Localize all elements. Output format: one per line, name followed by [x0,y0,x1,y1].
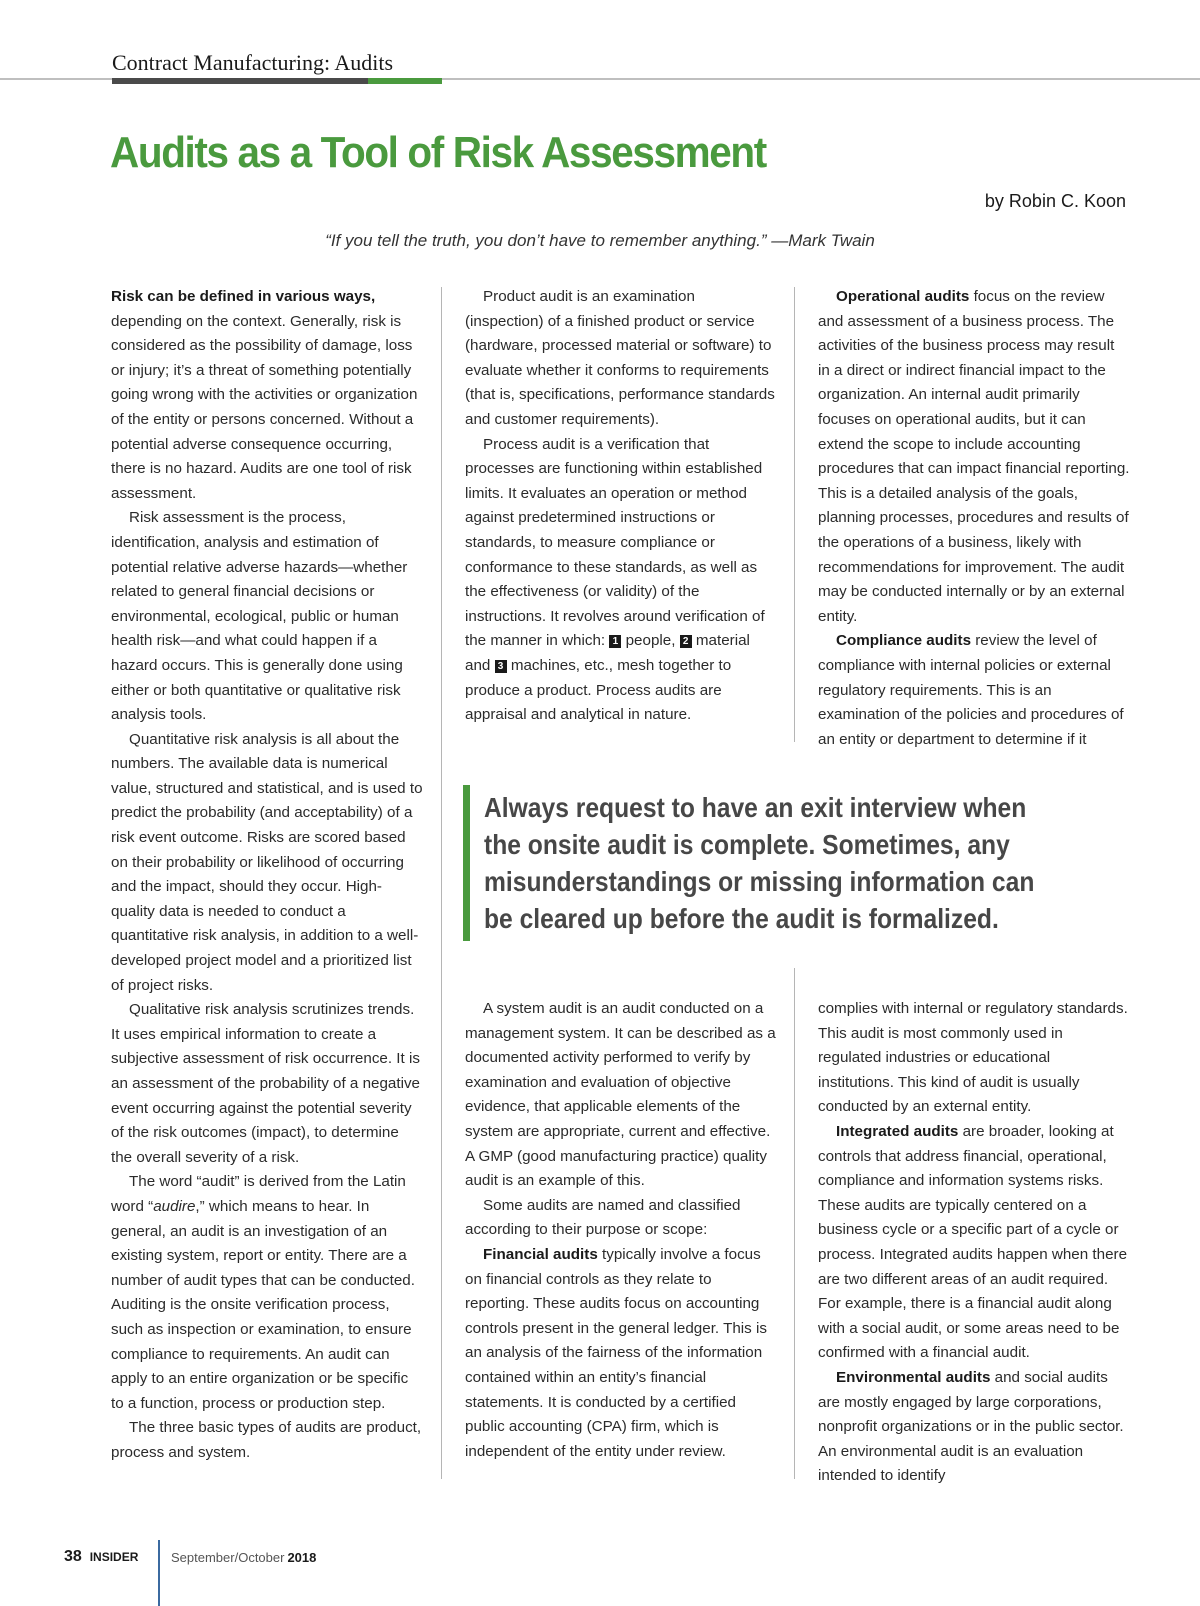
col1-paragraph-5: The word “audit” is derived from the Latin word “audire,” which means to hear. In general, an audit is an investigation of an existing system, report or entity. There are a number of audit types that can be conducted. Auditing is the onsite verification process, such as inspection or examination, to ensure compliance to requirements. An audit can apply to an entire organization or be specific to a function, process or production step. [111,1173,415,1412]
pull-quote [463,785,1090,941]
col1-paragraph-1: Risk can be defined in various ways, depending on the context. Generally, risk is considered as the possibility of damage, loss or injury; it’s a threat of something potentially going wrong with the activities or organization of the entity or persons concerned. Without a potential adverse consequence occurring, there is no hazard. Audits are one tool of risk assessment. [111,288,418,502]
col2-paragraph-2: Process audit is a verification that processes are functioning within established limits. It evaluates an operation or method against predetermined instructions or standards, to measure compliance or conformance to these standards, as well as the effectiveness (or validity) of the instructions. It revolves around verification of the manner in which: 1 people, 2 material and 3 machines, etc., mesh together to produce a product. Process audits are appraisal and analytical in nature. [465,435,765,724]
epigraph: “If you tell the truth, you don’t have to remember anything.” —Mark Twain [325,231,875,250]
lead-in: Environmental audits [836,1368,991,1386]
column-1 [111,285,423,1466]
number-3-badge: 3 [495,660,507,673]
col3-paragraph-4: Environmental audits and social audits are mostly engaged by large corporations, nonprofit organizations or in the public sector. An environmental audit is an evaluation intended to identify [818,1368,1124,1485]
lead-in: Compliance audits [836,632,972,650]
column-2-top [465,285,777,728]
col1-paragraph-6: The three basic types of audits are product, process and system. [111,1419,422,1461]
col2-paragraph-1: Product audit is an examination (inspection) of a finished product or service (hardware, processed material or software) to evaluate whether it conforms to requirements (that is, specifications, performance standards and customer requirements). [465,288,775,428]
lead-in: Operational audits [836,288,970,305]
column-divider [794,287,795,742]
col1-paragraph-3: Quantitative risk analysis is all about the numbers. The available data is numerical value, structured and statistical, and is used to predict the probability (and acceptability) of a risk event outcome. Risks are scored based on their probability or likelihood of occurring and the impact, should they occur. High-quality data is needed to conduct a quantitative risk analysis, in addition to a well-developed project model and a prioritized list of project risks. [111,730,423,994]
number-2-badge: 2 [680,635,692,648]
section-header: Contract Manufacturing: Audits [112,50,394,75]
italic-term: audire [153,1197,196,1215]
column-3-bottom [818,997,1130,1489]
col3-paragraph-2-continued: complies with internal or regulatory standards. This audit is most commonly used in regulated industries or educational institutions. This kind of audit is usually conducted by an external entity. [818,1000,1128,1116]
magazine-name: INSIDER [89,1550,139,1564]
col2-paragraph-3: A system audit is an audit conducted on a management system. It can be described as a documented activity performed to verify by examination and evaluation of objective evidence, that applicable elements of the system are appropriate, current and effective. A GMP (good manufacturing practice) quality audit is an example of this. [465,1000,776,1190]
col3-paragraph-3: Integrated audits are broader, looking at controls that address financial, operational, compliance and information systems risks. These audits are typically centered on a business cycle or a specific part of a cycle or process. Integrated audits happen when there are two different areas of an audit required. For example, there is a financial audit along with a social audit, or some areas need to be confirmed with a financial audit. [818,1122,1128,1362]
col3-paragraph-2: Compliance audits review the level of compliance with internal policies or external regulatory requirements. This is an examination of the policies and procedures of an entity or department to determine if it [818,632,1124,748]
page-number: 38 [64,1548,82,1565]
lead-in: Integrated audits [836,1122,959,1140]
number-1-badge: 1 [609,635,621,648]
column-divider [794,968,795,1479]
byline: by Robin C. Koon [984,191,1126,211]
col3-paragraph-1: Operational audits focus on the review and assessment of a business process. The activities of the business process may result in a direct or indirect financial impact to the organization. An internal audit primarily focuses on operational audits, but it can extend the scope to include accounting procedures that can impact financial reporting. This is a detailed analysis of the goals, planning processes, procedures and results of the operations of a business, likely with recommendations for improvement. The audit may be conducted internally or by an external entity. [818,288,1130,625]
header-underline-dark [112,78,368,84]
col2-paragraph-5: Financial audits typically involve a focus on financial controls as they relate to reporting. These audits focus on accounting controls present in the general ledger. This is an analysis of the fairness of the information contained within an entity’s financial statements. It is conducted by a certified public accounting (CPA) firm, which is independent of the entity under review. [465,1245,767,1460]
lead-in: Financial audits [483,1245,598,1263]
lead-in: Risk can be defined in various ways, [111,288,376,305]
column-3-top [818,285,1130,752]
header-underline-green [368,78,442,84]
col1-paragraph-2: Risk assessment is the process, identification, analysis and estimation of potential relative adverse hazards—whether related to general financial decisions or environmental, ecological, public or human health risk—and what could happen if a hazard occurs. This is generally done using either or both quantitative or qualitative risk analysis tools. [111,509,408,724]
issue-date: September/October 2018 [171,1550,317,1565]
pull-quote-text: Always request to have an exit interview when the onsite audit is complete. Sometimes, any misunderstandings or missing information can be cleared up before the audit is formalized. [484,792,1035,934]
footer-divider [158,1540,160,1606]
col1-paragraph-4: Qualitative risk analysis scrutinizes trends. It uses empirical information to create a subjective assessment of risk occurrence. It is an assessment of the probability of a negative event occurring against the potential severity of the risk outcomes (impact), to determine the overall severity of a risk. [111,1001,421,1166]
column-2-bottom [465,997,777,1464]
page-footer [64,1548,138,1566]
column-divider [441,287,442,1479]
col2-paragraph-4: Some audits are named and classified according to their purpose or scope: [465,1196,741,1239]
article-title: Audits as a Tool of Risk Assessment [110,128,766,177]
